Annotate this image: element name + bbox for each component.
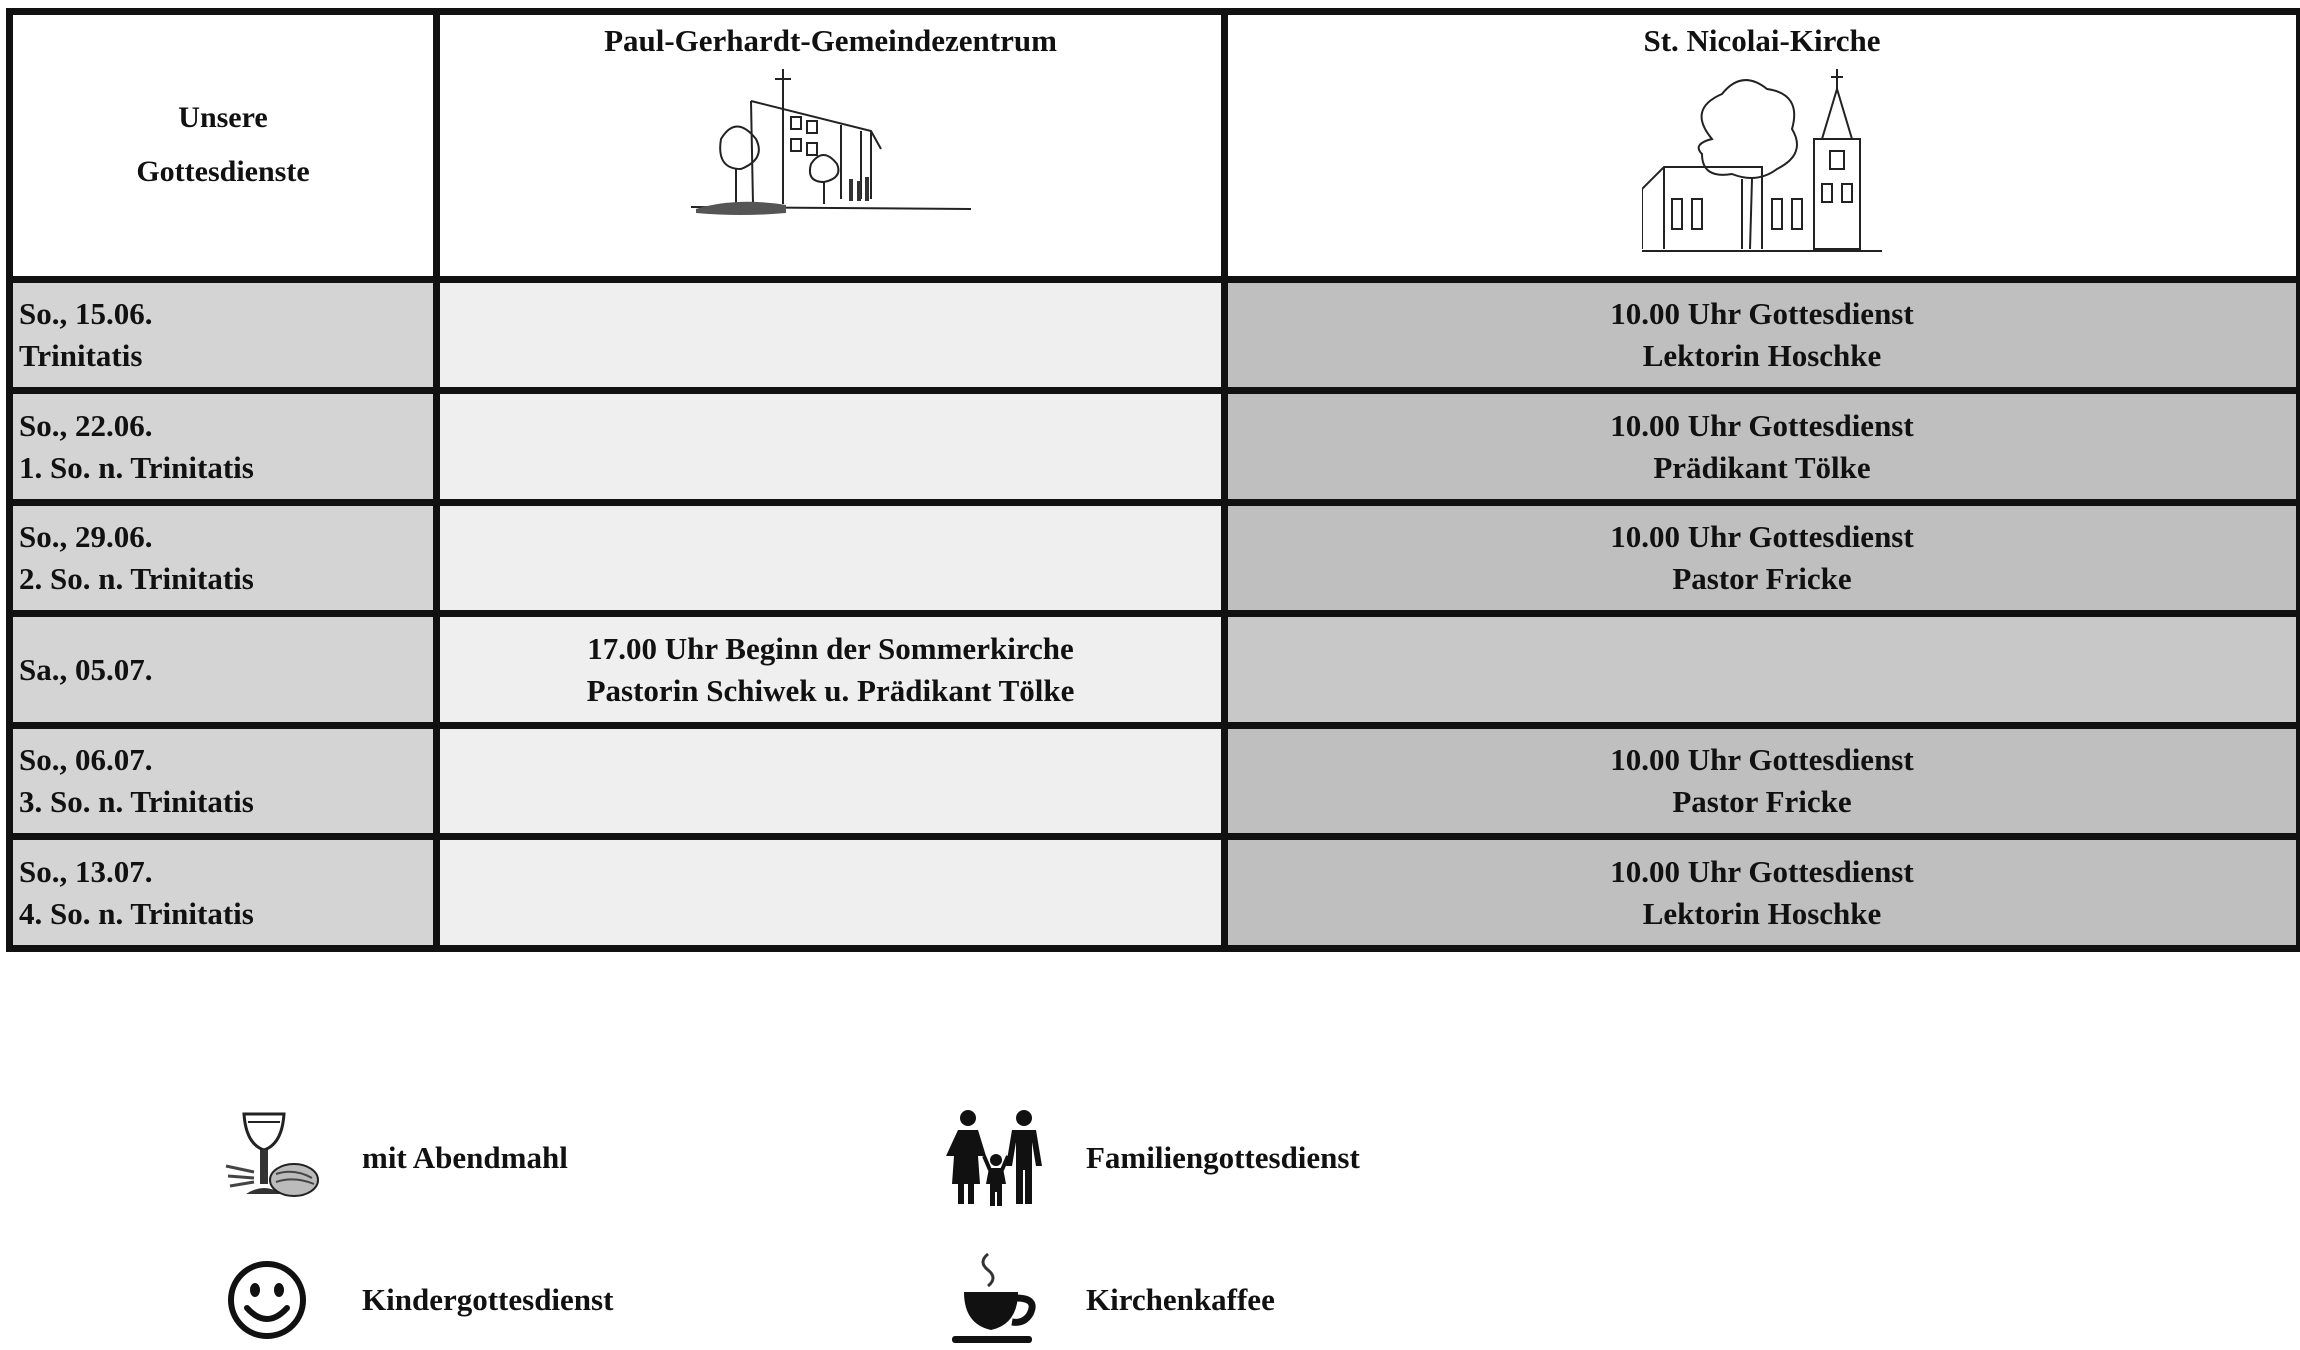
date-text: So., 15.06. <box>19 296 153 332</box>
sunday-name: 3. So. n. Trinitatis <box>19 784 254 820</box>
nicolai-cell <box>1225 502 2300 614</box>
schedule-row <box>10 279 2300 391</box>
paul-gerhardt-cell <box>437 837 1225 949</box>
date-cell <box>10 391 437 503</box>
header-church1-cell <box>437 12 1225 280</box>
pg-service-leader: Pastorin Schiwek u. Prädikant Tölke <box>586 672 1075 708</box>
legend-label: Kindergottesdienst <box>362 1282 614 1317</box>
date-text: So., 06.07. <box>19 742 153 778</box>
date-cell <box>10 614 437 726</box>
sn-service-time: 10.00 Uhr Gottesdienst <box>1610 519 1914 555</box>
date-text: So., 13.07. <box>19 853 153 889</box>
sunday-name: Trinitatis <box>19 338 143 374</box>
schedule-row <box>10 614 2300 726</box>
header-row <box>10 12 2300 280</box>
paul-gerhardt-cell <box>437 391 1225 503</box>
date-cell <box>10 279 437 391</box>
sn-service-leader: Prädikant Tölke <box>1653 449 1871 485</box>
schedule-row <box>10 725 2300 837</box>
legend-label: Kirchenkaffee <box>1086 1282 1275 1317</box>
header-services-cell <box>10 12 437 280</box>
nicolai-cell <box>1225 391 2300 503</box>
date-text: Sa., 05.07. <box>19 651 153 687</box>
schedule-row <box>10 502 2300 614</box>
legend-label: mit Abendmahl <box>362 1140 568 1175</box>
smiley-icon <box>222 1250 322 1350</box>
sn-service-time: 10.00 Uhr Gottesdienst <box>1610 742 1914 778</box>
legend-item-communion <box>222 1108 568 1208</box>
legend-label: Familiengottesdienst <box>1086 1140 1360 1175</box>
sn-service-leader: Pastor Fricke <box>1672 784 1852 820</box>
date-cell <box>10 837 437 949</box>
church1-name: Paul-Gerhardt-Gemeindezentrum <box>604 23 1057 58</box>
paul-gerhardt-cell <box>437 725 1225 837</box>
date-cell <box>10 725 437 837</box>
sn-service-leader: Pastor Fricke <box>1672 561 1852 597</box>
nicolai-cell <box>1225 614 2300 726</box>
nicolai-church-drawing-icon <box>1642 69 1882 254</box>
nicolai-cell <box>1225 279 2300 391</box>
coffee-cup-icon <box>946 1250 1046 1350</box>
header-title-line2: Gottesdienste <box>136 155 310 189</box>
date-text: So., 22.06. <box>19 407 153 443</box>
sunday-name: 1. So. n. Trinitatis <box>19 449 254 485</box>
church2-name: St. Nicolai-Kirche <box>1643 23 1881 58</box>
legend-item-family <box>946 1108 1360 1208</box>
date-text: So., 29.06. <box>19 519 153 555</box>
date-cell <box>10 502 437 614</box>
paul-gerhardt-cell <box>437 279 1225 391</box>
sn-service-time: 10.00 Uhr Gottesdienst <box>1610 853 1914 889</box>
chalice-bread-icon <box>222 1108 322 1208</box>
service-schedule-table <box>6 8 2300 952</box>
nicolai-cell <box>1225 837 2300 949</box>
schedule-row <box>10 391 2300 503</box>
family-icon <box>946 1108 1046 1208</box>
paul-gerhardt-cell <box>437 614 1225 726</box>
nicolai-cell <box>1225 725 2300 837</box>
sn-service-leader: Lektorin Hoschke <box>1642 338 1882 374</box>
header-title-line1: Unsere <box>178 101 268 135</box>
sn-service-time: 10.00 Uhr Gottesdienst <box>1610 407 1914 443</box>
sn-service-leader: Lektorin Hoschke <box>1642 895 1882 931</box>
schedule-row <box>10 837 2300 949</box>
sunday-name: 2. So. n. Trinitatis <box>19 561 254 597</box>
header-church2-cell <box>1225 12 2300 280</box>
legend-item-coffee <box>946 1250 1275 1350</box>
sunday-name: 4. So. n. Trinitatis <box>19 895 254 931</box>
sn-service-time: 10.00 Uhr Gottesdienst <box>1610 296 1914 332</box>
community-center-drawing-icon <box>691 69 971 219</box>
legend-item-children <box>222 1250 613 1350</box>
paul-gerhardt-cell <box>437 502 1225 614</box>
pg-service-time: 17.00 Uhr Beginn der Sommerkirche <box>587 630 1074 666</box>
